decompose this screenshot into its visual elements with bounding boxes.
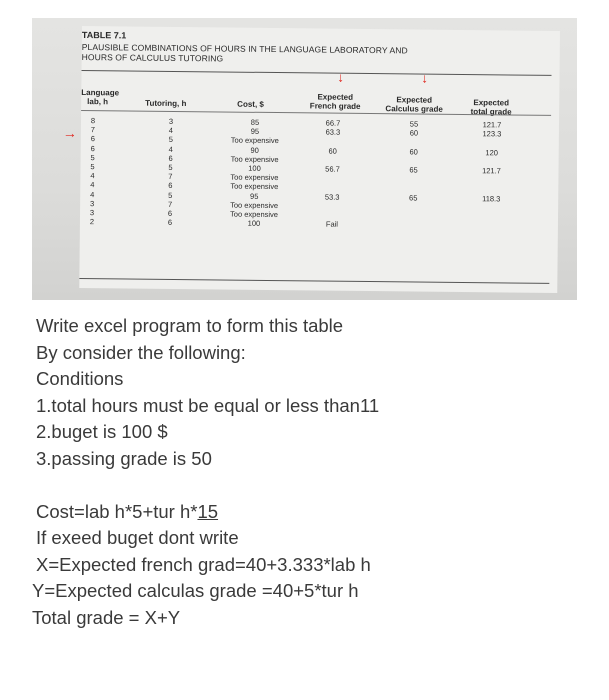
french-grade-cell: Fail [325, 219, 339, 229]
total-grade-cell: 121.7 [482, 120, 502, 130]
total-grade-cell: 121.7 [482, 166, 501, 176]
calculus-grade-cell [396, 184, 430, 194]
calculus-grade-cell [396, 220, 430, 230]
table-caption-line-2: HOURS OF CALCULUS TUTORING [81, 51, 224, 64]
question-line-4: 1.total hours must be equal or less than11 [36, 394, 380, 416]
french-grade-cell: 56.7 [325, 164, 340, 174]
cost-cell: 90 [250, 145, 259, 155]
table-photo [32, 18, 577, 300]
textbook-page [62, 26, 560, 293]
question-line-9: X=Expected french grad=40+3.333*lab h [36, 553, 371, 575]
question-line-1: Write excel program to form this table [36, 315, 344, 336]
french-grade-cell: 63.3 [325, 127, 341, 137]
calculus-grade-cell: 60 [409, 146, 418, 157]
total-grade-cell: 123.3 [482, 129, 502, 139]
question-line-cost-formula [36, 499, 379, 526]
header-cost: Cost, $ [237, 99, 264, 109]
table-bottom-rule [79, 278, 549, 284]
calculus-grade-cell [397, 156, 431, 166]
french-grade-cell: 53.3 [324, 192, 340, 202]
total-grade-cell: 118.3 [482, 193, 501, 203]
lab-hours-cell: 6 [90, 143, 95, 153]
calculus-grade-cell [397, 138, 431, 148]
lab-hours-cell: 4 [90, 180, 95, 190]
total-grade-cell [474, 184, 508, 194]
question-line-2: By consider the following: [36, 341, 246, 363]
cost-cell: 100 [248, 163, 261, 173]
header-language-lab-line-2: lab, h [87, 97, 109, 107]
tutoring-hours-cell: 3 [168, 116, 174, 126]
french-grade-cell [312, 183, 352, 193]
cost-cell: Too expensive [230, 200, 279, 210]
cost-cell: Too expensive [230, 135, 279, 146]
lab-hours-cell: 4 [90, 171, 95, 181]
cost-cell: Too expensive [230, 209, 279, 219]
table-top-rule [82, 70, 552, 76]
header-french-line-2: French grade [309, 101, 361, 111]
header-total-line-2: total grade [470, 107, 512, 117]
french-grade-cell [313, 155, 353, 165]
total-grade-column [474, 120, 509, 231]
cost-formula-prefix: Cost=lab h*5+tur h* [36, 500, 198, 522]
cost-cell: 95 [250, 191, 259, 201]
lab-hours-cell: 6 [90, 134, 95, 144]
calculus-grade-cell: 65 [409, 192, 418, 203]
tutoring-hours-cell: 6 [168, 181, 173, 191]
lab-hours-cell: 2 [89, 217, 95, 227]
cost-cell: Too expensive [230, 172, 279, 183]
french-grade-cell [312, 210, 352, 220]
lab-hours-column [86, 116, 99, 226]
lab-hours-cell: 8 [90, 116, 96, 126]
total-grade-cell [475, 157, 509, 167]
french-grade-cell: 66.7 [325, 118, 341, 128]
calculus-grade-cell: 55 [409, 119, 419, 129]
cost-column [214, 117, 295, 228]
table-caption-line-1: PLAUSIBLE COMBINATIONS OF HOURS IN THE LANGUAGE LABORATORY AND [81, 41, 408, 56]
tutoring-hours-cell: 5 [168, 135, 173, 145]
table-number: TABLE 7.1 [81, 29, 127, 41]
lab-hours-cell: 3 [90, 198, 95, 208]
calculus-grade-cell [396, 174, 430, 184]
table-caption [82, 42, 502, 66]
header-calculus-grade [377, 95, 451, 114]
tutoring-hours-cell: 6 [167, 217, 173, 228]
question-line-10: Y=Expected calculas grade =40+5*tur h [32, 580, 359, 601]
header-calculus-line-2: Calculus grade [385, 104, 443, 114]
lab-hours-cell: 5 [90, 162, 95, 172]
header-calculus-line-1: Expected [396, 95, 433, 105]
row-arrow-icon: → [62, 124, 77, 141]
lab-hours-cell: 5 [90, 152, 95, 162]
header-language-lab-line-1: Language [81, 87, 120, 98]
lab-hours-cell: 7 [90, 125, 96, 135]
french-grade-column [312, 118, 353, 229]
calculus-grade-cell: 60 [409, 128, 419, 138]
calculus-grade-cell [396, 211, 430, 221]
french-grade-cell [312, 174, 352, 184]
total-grade-cell [474, 221, 508, 231]
french-grade-cell: 60 [328, 146, 337, 156]
cost-cell: Too expensive [230, 154, 279, 164]
question-line-6: 3.passing grade is 50 [36, 447, 212, 469]
calculus-grade-column [396, 119, 431, 230]
cost-cell: Too expensive [230, 181, 279, 192]
tutoring-hours-cell: 6 [168, 153, 173, 163]
lab-hours-cell: 3 [89, 207, 95, 218]
cost-cell: 95 [250, 126, 260, 137]
tutoring-hours-cell: 7 [167, 199, 173, 209]
cost-cell: 100 [247, 218, 261, 228]
question-line-3: Conditions [36, 368, 124, 389]
calculus-grade-cell: 65 [409, 165, 418, 175]
total-grade-cell [474, 175, 508, 185]
question-spacer [36, 472, 379, 499]
header-language-lab [81, 88, 119, 106]
total-grade-cell [475, 138, 509, 148]
cost-formula-underlined: 15 [197, 500, 219, 522]
tutoring-hours-cell: 4 [168, 126, 174, 136]
french-arrow-icon: ↓ [337, 69, 345, 85]
tutoring-hours-cell: 4 [168, 144, 173, 154]
tutoring-hours-cell: 6 [167, 208, 173, 218]
tutoring-hours-cell: 5 [168, 190, 173, 200]
header-tutoring: Tutoring, h [145, 98, 187, 109]
total-grade-cell [474, 203, 508, 213]
french-grade-cell [313, 137, 353, 147]
total-grade-cell: 120 [485, 147, 498, 157]
question-line-5: 2.buget is 100 $ [36, 421, 168, 442]
header-french-line-1: Expected [317, 92, 354, 102]
tutoring-hours-cell: 7 [168, 172, 173, 182]
tutoring-hours-cell: 5 [168, 162, 173, 172]
cost-cell: 85 [250, 117, 260, 127]
total-grade-cell [474, 212, 508, 222]
question-text [32, 313, 380, 631]
calculus-arrow-icon: ↓ [421, 70, 429, 86]
lab-hours-cell: 4 [90, 189, 95, 199]
question-line-11: Total grade = X+Y [32, 606, 181, 628]
header-total-line-1: Expected [473, 98, 510, 108]
header-french-grade [303, 92, 367, 111]
french-grade-cell [312, 201, 352, 211]
calculus-grade-cell [396, 202, 430, 212]
tutoring-hours-column [164, 117, 177, 227]
question-line-8: If exeed buget dont write [36, 527, 239, 548]
